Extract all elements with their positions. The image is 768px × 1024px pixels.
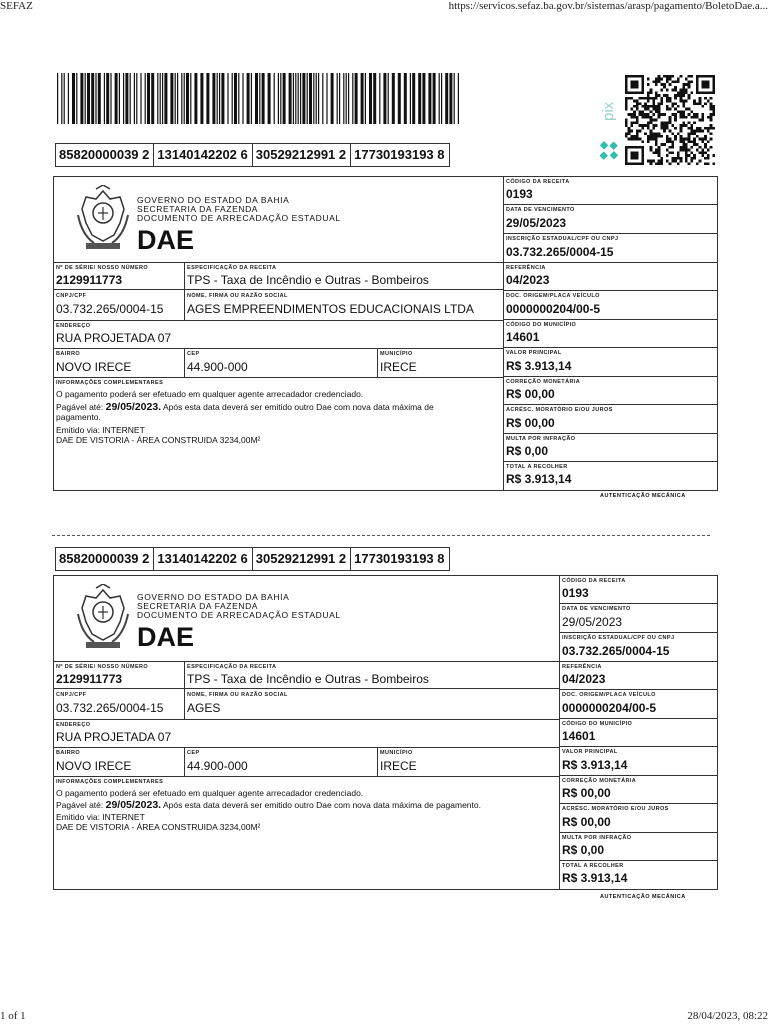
label-correcao: CORREÇÃO MONETÁRIA [562,778,637,784]
value-total: R$ 3.913,14 [562,871,628,885]
value-correcao: R$ 00,00 [506,387,555,401]
value-nosso-numero: 2129911773 [56,672,123,686]
label-especificacao: ESPECIFICAÇÃO DA RECEITA [187,265,277,271]
label-endereco: ENDEREÇO [56,323,91,329]
qr-code-image [625,75,715,165]
value-correcao: R$ 00,00 [562,786,611,800]
value-nome: AGES [187,701,221,715]
dae-title: DAE [137,622,195,652]
digitable-line [55,143,450,167]
label-nome: NOME, FIRMA OU RAZÃO SOCIAL [187,692,288,698]
label-cep: CEP [187,750,200,756]
svg-text:pix: pix [600,101,617,121]
label-vencimento: DATA DE VENCIMENTO [506,207,575,213]
label-acrescimo: ACRÉSC. MORATÓRIO E/OU JUROS [562,806,669,812]
info-line-1: O pagamento poderá ser efetuado em qualquer agente arrecadador credenciado. [56,788,364,798]
value-doc-origem: 0000000204/00-5 [562,701,657,715]
value-vencimento: 29/05/2023 [562,615,623,629]
label-doc-origem: DOC. ORIGEM/PLACA VEÍCULO [562,692,656,698]
print-footer-page: 1 of 1 [0,1010,26,1022]
pix-logo-icon [598,75,620,165]
value-cnpj: 03.732.265/0004-15 [56,302,164,316]
info-pagavel-suffix: Após esta data deverá ser emitido outro Dae com nova data máxima de [161,402,434,412]
value-cep: 44.900-000 [187,759,248,773]
value-bairro: NOVO IRECE [56,759,132,773]
label-vencimento: DATA DE VENCIMENTO [562,606,631,612]
label-bairro: BAIRRO [56,351,81,357]
digitable-line-part: 85820000039 2 [56,548,154,570]
value-referencia: 04/2023 [506,273,550,287]
label-doc-origem: DOC. ORIGEM/PLACA VEÍCULO [506,293,600,299]
gov-line-1: GOVERNO DO ESTADO DA BAHIA [137,592,290,602]
label-endereco: ENDEREÇO [56,722,91,728]
bahia-coat-of-arms-icon [74,584,132,654]
autenticacao-label: AUTENTICAÇÃO MECÂNICA [600,894,686,900]
value-vencimento: 29/05/2023 [506,216,567,230]
value-total: R$ 3.913,14 [506,472,572,486]
print-header-url: https://servicos.sefaz.ba.gov.br/sistemas/arasp/pagamento/BoletoDae.a... [448,0,768,12]
digitable-line-part: 17730193193 8 [354,551,445,566]
digitable-line-part: 30529212991 2 [253,548,351,570]
value-codigo-receita: 0193 [506,187,533,201]
label-codigo-receita: CÓDIGO DA RECEITA [562,578,626,584]
label-municipio: MUNICÍPIO [380,750,413,756]
value-bairro: NOVO IRECE [56,360,132,374]
value-valor-principal: R$ 3.913,14 [562,758,628,772]
cut-line [52,535,710,536]
autenticacao-label: AUTENTICAÇÃO MECÂNICA [600,493,686,499]
dae-form-copy [53,575,718,890]
value-valor-principal: R$ 3.913,14 [506,359,572,373]
bahia-coat-of-arms-icon [74,185,132,255]
info-emitido: Emitido via: INTERNET [56,425,145,435]
gov-line-2: SECRETARIA DA FAZENDA [137,601,259,611]
label-especificacao: ESPECIFICAÇÃO DA RECEITA [187,664,277,670]
label-referencia: REFERÊNCIA [562,664,602,670]
gov-line-1: GOVERNO DO ESTADO DA BAHIA [137,195,290,205]
label-nosso-numero: Nº DE SÉRIE/ NOSSO NÚMERO [56,664,149,670]
value-especificacao: TPS - Taxa de Incêndio e Outras - Bombeiros [187,273,429,287]
info-pagavel-date: 29/05/2023. [105,401,162,413]
label-total: TOTAL A RECOLHER [506,464,568,470]
value-doc-origem: 0000000204/00-5 [506,302,601,316]
label-codigo-municipio: CÓDIGO DO MUNICÍPIO [562,721,633,727]
value-cep: 44.900-000 [187,360,248,374]
label-municipio: MUNICÍPIO [380,351,413,357]
value-nosso-numero: 2129911773 [56,273,123,287]
label-cnpj: CNPJ/CPF [56,293,87,299]
info-pagavel-suffix: Após esta data deverá ser emitido outro Dae com nova data máxima de pagamento. [161,800,481,810]
value-cnpj: 03.732.265/0004-15 [56,701,164,715]
info-pagavel-suffix-2: pagamento. [56,412,101,422]
info-vistoria: DAE DE VISTORIA - ÁREA CONSTRUIDA 3234,00M² [56,822,261,832]
info-vistoria: DAE DE VISTORIA - ÁREA CONSTRUIDA 3234,00M² [56,435,261,445]
label-codigo-municipio: CÓDIGO DO MUNICÍPIO [506,322,577,328]
value-multa: R$ 0,00 [562,843,605,857]
gov-line-3: DOCUMENTO DE ARRECADAÇÃO ESTADUAL [137,213,341,223]
value-acrescimo: R$ 00,00 [562,815,611,829]
digitable-line-part: 13140142202 6 [154,144,252,166]
label-correcao: CORREÇÃO MONETÁRIA [506,379,581,385]
value-municipio: IRECE [380,360,417,374]
label-valor-principal: VALOR PRINCIPAL [506,350,562,356]
label-multa: MULTA POR INFRAÇÃO [562,835,632,841]
label-nome: NOME, FIRMA OU RAZÃO SOCIAL [187,293,288,299]
value-codigo-municipio: 14601 [506,330,540,344]
info-pagavel-prefix: Pagável até: [56,800,106,810]
value-inscricao: 03.732.265/0004-15 [506,245,614,259]
label-referencia: REFERÊNCIA [506,265,546,271]
digitable-line-2 [55,547,450,571]
print-header-title: SEFAZ [0,0,33,12]
digitable-line-part: 85820000039 2 [56,144,154,166]
value-multa: R$ 0,00 [506,444,549,458]
label-inscricao: INSCRIÇÃO ESTADUAL/CPF OU CNPJ [506,236,619,242]
info-pagavel [56,402,496,422]
label-inscricao: INSCRIÇÃO ESTADUAL/CPF OU CNPJ [562,635,675,641]
digitable-line-part: 13140142202 6 [154,548,252,570]
label-bairro: BAIRRO [56,750,81,756]
value-inscricao: 03.732.265/0004-15 [562,644,670,658]
digitable-line-part: 30529212991 2 [253,144,351,166]
value-endereco: RUA PROJETADA 07 [56,730,172,744]
label-info: INFORMAÇÕES COMPLEMENTARES [56,779,164,785]
value-nome: AGES EMPREENDIMENTOS EDUCACIONAIS LTDA [187,302,474,316]
label-acrescimo: ACRÉSC. MORATÓRIO E/OU JUROS [506,407,613,413]
label-codigo-receita: CÓDIGO DA RECEITA [506,179,570,185]
value-referencia: 04/2023 [562,672,606,686]
value-acrescimo: R$ 00,00 [506,416,555,430]
info-pagavel-prefix: Pagável até: [56,402,106,412]
gov-line-3: DOCUMENTO DE ARRECADAÇÃO ESTADUAL [137,610,341,620]
value-especificacao: TPS - Taxa de Incêndio e Outras - Bombeiros [187,672,429,686]
barcode-image [57,73,460,124]
value-codigo-receita: 0193 [562,586,589,600]
dae-title: DAE [137,225,195,255]
info-pagavel [56,800,556,810]
gov-line-2: SECRETARIA DA FAZENDA [137,204,259,214]
print-footer-datetime: 28/04/2023, 08:22 [687,1010,768,1022]
digitable-line-part: 17730193193 8 [354,147,445,162]
info-pagavel-date: 29/05/2023. [105,799,162,811]
label-valor-principal: VALOR PRINCIPAL [562,749,618,755]
value-municipio: IRECE [380,759,417,773]
info-line-1: O pagamento poderá ser efetuado em qualquer agente arrecadador credenciado. [56,389,364,399]
info-emitido: Emitido via: INTERNET [56,812,145,822]
label-total: TOTAL A RECOLHER [562,863,624,869]
value-endereco: RUA PROJETADA 07 [56,331,172,345]
value-codigo-municipio: 14601 [562,729,596,743]
label-cep: CEP [187,351,200,357]
dae-form [53,176,718,491]
label-nosso-numero: Nº DE SÉRIE/ NOSSO NÚMERO [56,265,149,271]
label-info: INFORMAÇÕES COMPLEMENTARES [56,380,164,386]
label-cnpj: CNPJ/CPF [56,692,87,698]
label-multa: MULTA POR INFRAÇÃO [506,436,576,442]
